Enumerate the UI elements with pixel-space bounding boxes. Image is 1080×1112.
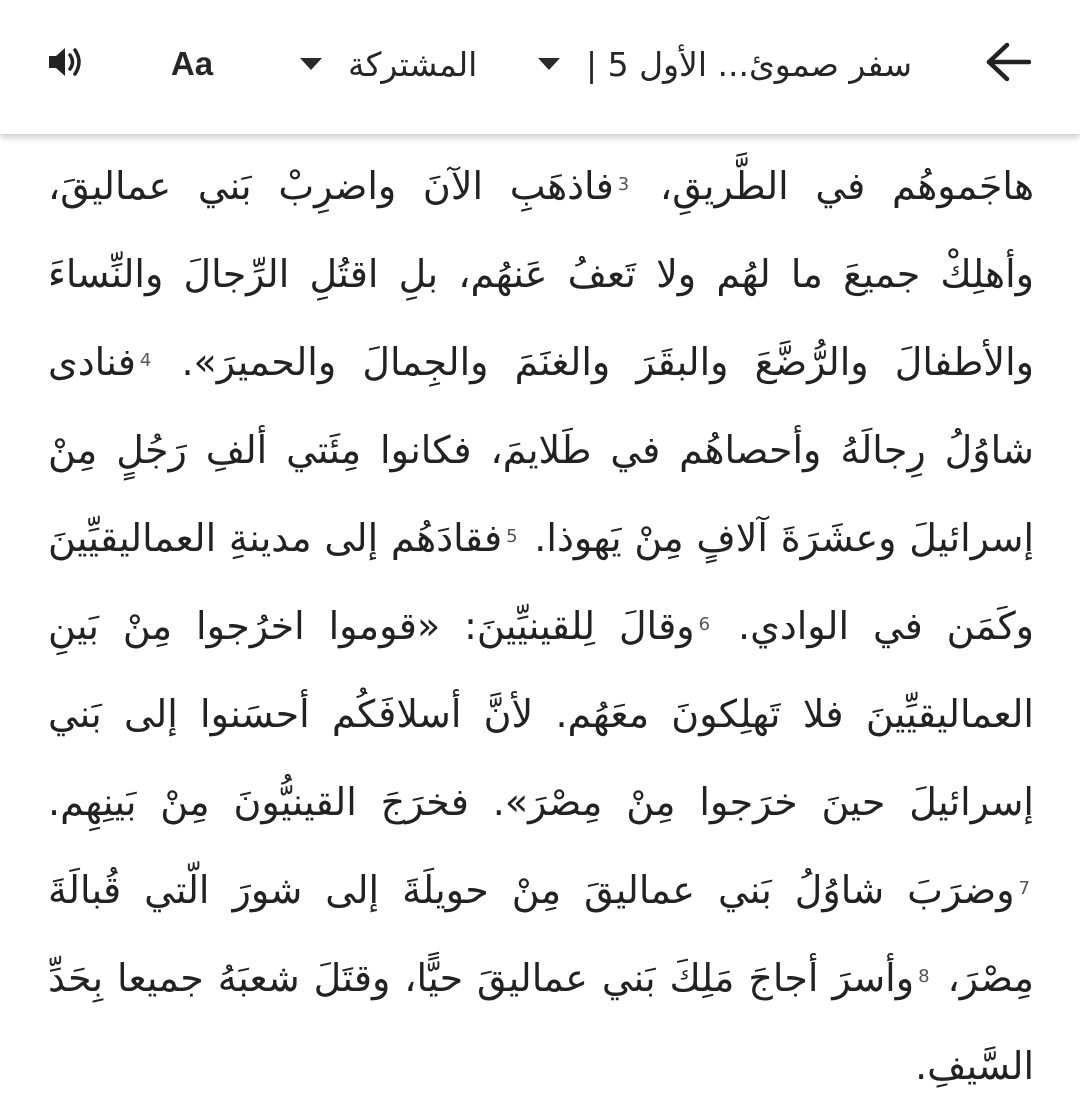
verse-number: 3 — [617, 174, 630, 195]
verse-number: 4 — [139, 350, 152, 371]
reader-toolbar — [0, 0, 1080, 135]
back-button[interactable] — [968, 0, 1048, 128]
verse-number: 6 — [698, 614, 711, 635]
version-selector[interactable] — [300, 0, 490, 128]
verse-text: وضرَبَ شاوُلُ بَني عماليقَ مِنْ حويلَةَ إلى شورَ الّتي قُبالَةَ مِصْرَ، — [48, 868, 1034, 1000]
chevron-down-icon — [538, 58, 560, 70]
verse-number: 7 — [1018, 878, 1030, 899]
verse-text: فقادَهُم إلى مدينةِ العماليقيِّينَ وكَمَن في الوادي. — [48, 516, 1035, 648]
verse-number: 8 — [918, 966, 930, 987]
scripture-passage — [48, 142, 1034, 1110]
verse-text: فنادى شاوُلُ رِجالَهُ وأحصاهُم في طَلايمَ، فكانوا مِئَتي ألفِ رَجُلٍ مِنْ إسرائيلَ وعشَرَةَ آلافٍ مِنْ يَهوذا. — [48, 340, 1034, 560]
chevron-down-icon — [300, 58, 322, 70]
verse-text: هاجَموهُم في الطَّريقِ، — [633, 164, 1034, 208]
verse-text: وقالَ لِلقينيِّينَ: «قوموا اخرُجوا مِنْ بَينِ العماليقيِّينَ فلا تَهلِكونَ معَهُم. لأنَّ أسلافَكُم أحسَنوا إلى بَني إسرائيلَ حينَ خرَجوا مِنْ مِصْرَ». فخرَجَ القينيُّونَ مِنْ بَينِهِم. — [48, 604, 1034, 824]
font-settings-label: Aa — [170, 45, 214, 82]
font-settings-button[interactable] — [160, 0, 224, 128]
version-label: المشتركة — [348, 44, 478, 84]
book-chapter-selector[interactable] — [538, 0, 918, 128]
verse-text: فاذهَبِ الآنَ واضرِبْ بَني عماليقَ، وأهلِكْ جميعَ ما لهُم ولا تَعفُ عَنهُم، بلِ اقتُلِ الرِّجالَ والنِّساءَ والأطفالَ والرُّضَّعَ والبقَرَ والغنَمَ والجِمالَ والحميرَ». — [48, 164, 1034, 384]
arrow-left-icon — [985, 42, 1031, 86]
audio-button[interactable] — [36, 0, 96, 128]
speaker-icon — [46, 44, 86, 84]
book-chapter-label: سفر صموئ... الأول 5 | — [586, 44, 912, 84]
verse-number: 5 — [506, 526, 518, 547]
verse-text: وأسرَ أجاجَ مَلِكَ بَني عماليقَ حيًّا، وقتَلَ شعبَهُ جميعا بِحَدِّ السَّيفِ. — [48, 956, 1034, 1088]
